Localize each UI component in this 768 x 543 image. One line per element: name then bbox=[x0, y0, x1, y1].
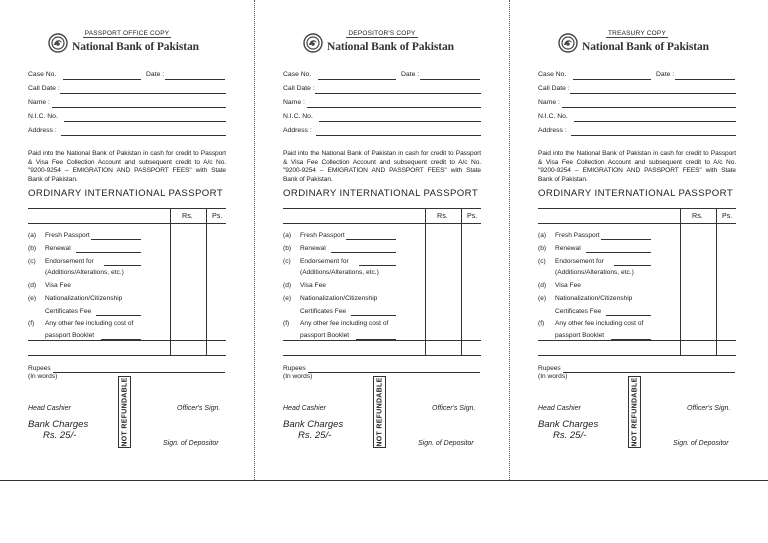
fee-item-key: (b) bbox=[28, 245, 37, 252]
bank-charges bbox=[283, 420, 343, 441]
case-no-field[interactable] bbox=[538, 71, 736, 81]
fee-item-label: Any other fee including cost of bbox=[300, 320, 389, 327]
rupees-field[interactable] bbox=[283, 365, 312, 381]
form-title: ORDINARY INTERNATIONAL PASSPORT bbox=[538, 188, 734, 199]
fee-item-label: (Additions/Alterations, etc.) bbox=[300, 269, 379, 276]
nic-no-field[interactable] bbox=[538, 113, 736, 123]
head-cashier-label: Head Cashier bbox=[283, 405, 326, 412]
fee-item-key: (d) bbox=[538, 282, 547, 289]
in-words-label: (In words) bbox=[538, 373, 568, 380]
bank-name: National Bank of Pakistan bbox=[582, 41, 709, 53]
case-no-field[interactable] bbox=[283, 71, 481, 81]
rupees-label: Rupees bbox=[28, 365, 51, 372]
officers-sign-label: Officer's Sign. bbox=[687, 405, 731, 412]
in-words-label: (In words) bbox=[28, 373, 58, 380]
call-date-field[interactable] bbox=[28, 85, 226, 95]
not-refundable-stamp: NOT REFUNDABLE bbox=[628, 376, 641, 448]
copy-label: TREASURY COPY bbox=[608, 30, 666, 37]
case-no-label: Case No. bbox=[28, 71, 57, 78]
fee-item-label: Any other fee including cost of bbox=[45, 320, 134, 327]
head-cashier-label: Head Cashier bbox=[28, 405, 71, 412]
fee-item-label: passport Booklet bbox=[45, 332, 95, 339]
fee-item-label: Renewal bbox=[45, 245, 71, 252]
name-field[interactable] bbox=[283, 99, 481, 109]
nbp-logo-icon bbox=[303, 33, 323, 53]
form-title: ORDINARY INTERNATIONAL PASSPORT bbox=[283, 188, 479, 199]
officers-sign-label: Officer's Sign. bbox=[177, 405, 221, 412]
nbp-logo-icon bbox=[48, 33, 68, 53]
bank-charges-amount: Rs. 25/- bbox=[43, 429, 77, 441]
fee-item-label: Fresh Passport bbox=[555, 232, 600, 239]
bank-charges bbox=[28, 420, 88, 441]
fee-item-label: Any other fee including cost of bbox=[555, 320, 644, 327]
address-label: Address : bbox=[283, 127, 312, 134]
deposit-slip bbox=[510, 0, 764, 480]
name-label: Name : bbox=[283, 99, 305, 106]
bank-charges-label: Bank Charges bbox=[538, 419, 599, 430]
date-label: Date : bbox=[401, 71, 420, 78]
fee-item-label: Endorsement for bbox=[300, 258, 349, 265]
fee-item-key: (e) bbox=[28, 295, 37, 302]
deposit-slip bbox=[255, 0, 509, 480]
call-date-label: Call Date : bbox=[538, 85, 570, 92]
name-field[interactable] bbox=[538, 99, 736, 109]
fee-item-label: passport Booklet bbox=[555, 332, 605, 339]
fee-item-key: (f) bbox=[283, 320, 290, 327]
head-cashier-label: Head Cashier bbox=[538, 405, 581, 412]
bank-charges-label: Bank Charges bbox=[283, 419, 344, 430]
deposit-instructions: Paid into the National Bank of Pakistan in cash for credit to Passport & Visa Fee Collection Account and subsequent credit to A/c No. "9200-9254 – EMIGRATION AND PASSPORT FEES" with State Bank of Pakistan. bbox=[28, 150, 226, 183]
fee-item-label: Endorsement for bbox=[555, 258, 604, 265]
nic-no-label: N.I.C. No. bbox=[283, 113, 313, 120]
fee-item-key: (f) bbox=[538, 320, 545, 327]
sign-of-depositor-label: Sign. of Depositor bbox=[418, 440, 474, 447]
rupees-label: Rupees bbox=[283, 365, 306, 372]
sign-of-depositor-label: Sign. of Depositor bbox=[163, 440, 219, 447]
fee-item-label: Renewal bbox=[300, 245, 326, 252]
fee-item-key: (b) bbox=[538, 245, 547, 252]
date-label: Date : bbox=[656, 71, 675, 78]
fee-item-label: Endorsement for bbox=[45, 258, 94, 265]
bank-charges-amount: Rs. 25/- bbox=[553, 429, 587, 441]
address-label: Address : bbox=[28, 127, 57, 134]
address-field[interactable] bbox=[538, 127, 736, 137]
bank-charges bbox=[538, 420, 598, 441]
nic-no-field[interactable] bbox=[283, 113, 481, 123]
fee-item-label: Renewal bbox=[555, 245, 581, 252]
not-refundable-stamp: NOT REFUNDABLE bbox=[118, 376, 131, 448]
nic-no-field[interactable] bbox=[28, 113, 226, 123]
address-label: Address : bbox=[538, 127, 567, 134]
rupees-field[interactable] bbox=[538, 365, 567, 381]
call-date-field[interactable] bbox=[538, 85, 736, 95]
fee-item-label: passport Booklet bbox=[300, 332, 350, 339]
bank-charges-amount: Rs. 25/- bbox=[298, 429, 332, 441]
fee-item-label: Nationalization/Citizenship bbox=[555, 295, 633, 302]
fee-item-label: Certificates Fee bbox=[45, 308, 92, 315]
fee-item-key: (a) bbox=[283, 232, 292, 239]
call-date-field[interactable] bbox=[283, 85, 481, 95]
officers-sign-label: Officer's Sign. bbox=[432, 405, 476, 412]
rupees-field[interactable] bbox=[28, 365, 57, 381]
fee-item-label: Visa Fee bbox=[300, 282, 326, 289]
fee-item-label: Visa Fee bbox=[555, 282, 581, 289]
sign-of-depositor-label: Sign. of Depositor bbox=[673, 440, 729, 447]
fee-item-label: Nationalization/Citizenship bbox=[45, 295, 123, 302]
fee-item-key: (e) bbox=[283, 295, 292, 302]
rs-column-header: Rs. bbox=[182, 211, 193, 220]
fee-item-key: (d) bbox=[28, 282, 37, 289]
deposit-slip bbox=[0, 0, 254, 480]
case-no-label: Case No. bbox=[538, 71, 567, 78]
in-words-label: (In words) bbox=[283, 373, 313, 380]
fee-item-label: Certificates Fee bbox=[300, 308, 347, 315]
fee-item-label: Visa Fee bbox=[45, 282, 71, 289]
bank-name: National Bank of Pakistan bbox=[72, 41, 199, 53]
case-no-label: Case No. bbox=[283, 71, 312, 78]
address-field[interactable] bbox=[28, 127, 226, 137]
deposit-instructions: Paid into the National Bank of Pakistan in cash for credit to Passport & Visa Fee Collection Account and subsequent credit to A/c No. "9200-9254 – EMIGRATION AND PASSPORT FEES" with State Bank of Pakistan. bbox=[538, 150, 736, 183]
fee-item-label: Certificates Fee bbox=[555, 308, 602, 315]
fee-item-label: (Additions/Alterations, etc.) bbox=[555, 269, 634, 276]
fee-item-label: Nationalization/Citizenship bbox=[300, 295, 378, 302]
fee-item-key: (d) bbox=[283, 282, 292, 289]
fee-item-key: (a) bbox=[538, 232, 547, 239]
ps-column-header: Ps. bbox=[722, 211, 733, 220]
nbp-logo-icon bbox=[558, 33, 578, 53]
call-date-label: Call Date : bbox=[28, 85, 60, 92]
fee-item-key: (f) bbox=[28, 320, 35, 327]
copy-label: PASSPORT OFFICE COPY bbox=[84, 30, 170, 37]
ps-column-header: Ps. bbox=[212, 211, 223, 220]
name-label: Name : bbox=[538, 99, 560, 106]
deposit-instructions: Paid into the National Bank of Pakistan in cash for credit to Passport & Visa Fee Collection Account and subsequent credit to A/c No. "9200-9254 – EMIGRATION AND PASSPORT FEES" with State Bank of Pakistan. bbox=[283, 150, 481, 183]
date-label: Date : bbox=[146, 71, 165, 78]
fee-item-key: (b) bbox=[283, 245, 292, 252]
rupees-label: Rupees bbox=[538, 365, 561, 372]
fee-item-label: (Additions/Alterations, etc.) bbox=[45, 269, 124, 276]
ps-column-header: Ps. bbox=[467, 211, 478, 220]
fee-item-key: (c) bbox=[28, 258, 36, 265]
fee-item-key: (e) bbox=[538, 295, 547, 302]
name-field[interactable] bbox=[28, 99, 226, 109]
name-label: Name : bbox=[28, 99, 50, 106]
nic-no-label: N.I.C. No. bbox=[538, 113, 568, 120]
rs-column-header: Rs. bbox=[692, 211, 703, 220]
bank-name: National Bank of Pakistan bbox=[327, 41, 454, 53]
call-date-label: Call Date : bbox=[283, 85, 315, 92]
fee-item-key: (c) bbox=[283, 258, 291, 265]
address-field[interactable] bbox=[283, 127, 481, 137]
form-title: ORDINARY INTERNATIONAL PASSPORT bbox=[28, 188, 224, 199]
not-refundable-stamp: NOT REFUNDABLE bbox=[373, 376, 386, 448]
bank-charges-label: Bank Charges bbox=[28, 419, 89, 430]
fee-item-label: Fresh Passport bbox=[300, 232, 345, 239]
fee-item-label: Fresh Passport bbox=[45, 232, 90, 239]
nic-no-label: N.I.C. No. bbox=[28, 113, 58, 120]
fee-item-key: (c) bbox=[538, 258, 546, 265]
case-no-field[interactable] bbox=[28, 71, 226, 81]
rs-column-header: Rs. bbox=[437, 211, 448, 220]
copy-label: DEPOSITOR'S COPY bbox=[348, 30, 416, 37]
fee-item-key: (a) bbox=[28, 232, 37, 239]
